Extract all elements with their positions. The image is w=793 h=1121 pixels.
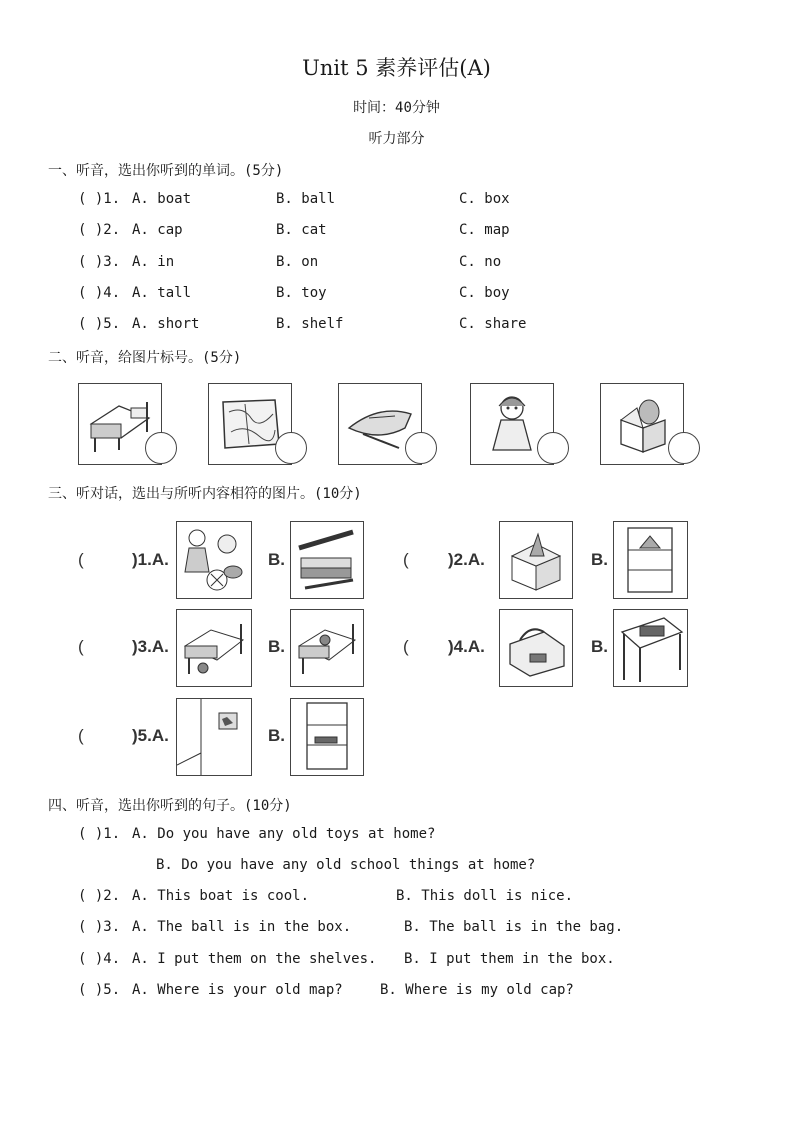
s1-q3-option-a: A. in xyxy=(132,254,175,270)
s1-q5-option-a: A. short xyxy=(132,316,200,332)
s4-q5-option-a: A. Where is your old map? xyxy=(132,982,343,998)
s3-q3-number: )3.A. xyxy=(132,637,169,656)
s3-q3-option-b: B. xyxy=(268,637,285,656)
s3-q1-picture-a[interactable] xyxy=(176,521,252,599)
s1-q3-option-b: B. on xyxy=(276,254,319,270)
s1-q1-option-b: B. ball xyxy=(276,191,336,207)
s1-q1-option-a: A. boat xyxy=(132,191,192,207)
s4-q5-option-b: B. Where is my old cap? xyxy=(380,982,574,998)
s4-q3-number[interactable]: ( )3. xyxy=(78,919,121,935)
s2-answer-circle-1[interactable] xyxy=(145,432,177,464)
s1-q2-option-b: B. cat xyxy=(276,222,327,238)
s4-q3-option-b: B. The ball is in the bag. xyxy=(404,919,624,935)
s1-q5-option-c: C. share xyxy=(459,316,527,332)
s4-q1-option-b: B. Do you have any old school things at home? xyxy=(156,857,536,873)
bed-with-ball-on-icon xyxy=(291,610,363,686)
s3-q4-picture-b[interactable] xyxy=(613,609,688,687)
s3-q1-paren[interactable]: ( xyxy=(78,550,84,569)
s3-q5-number: )5.A. xyxy=(132,726,169,745)
section1-heading: 一、听音，选出你听到的单词。(5分) xyxy=(48,163,284,179)
s3-q2-option-b: B. xyxy=(591,550,608,569)
s1-q2-option-c: C. map xyxy=(459,222,510,238)
s3-q2-picture-a[interactable] xyxy=(499,521,573,599)
s4-q5-number[interactable]: ( )5. xyxy=(78,982,121,998)
s3-q2-number: )2.A. xyxy=(448,550,485,569)
s3-q5-picture-a[interactable] xyxy=(176,698,252,776)
desk-icon xyxy=(614,610,687,686)
box-with-item-icon xyxy=(500,522,572,598)
s3-q1-number: )1.A. xyxy=(132,550,169,569)
s1-q4-option-c: C. boy xyxy=(459,285,510,301)
section2-heading: 二、听音，给图片标号。(5分) xyxy=(48,350,242,366)
s1-q4-number[interactable]: ( )4. xyxy=(78,285,121,301)
school-things-icon xyxy=(291,522,363,598)
s1-q1-number[interactable]: ( )1. xyxy=(78,191,121,207)
s2-answer-circle-5[interactable] xyxy=(668,432,700,464)
s3-q5-option-b: B. xyxy=(268,726,285,745)
page-title: Unit 5 素养评估(A) xyxy=(302,56,491,80)
s3-q4-picture-a[interactable] xyxy=(499,609,573,687)
section3-heading: 三、听对话，选出与所听内容相符的图片。(10分) xyxy=(48,486,362,502)
s2-answer-circle-3[interactable] xyxy=(405,432,437,464)
s4-q2-option-b: B. This doll is nice. xyxy=(396,888,574,904)
wall-map-icon xyxy=(177,699,251,775)
exam-time: 时间：40分钟 xyxy=(353,100,440,116)
s2-answer-circle-4[interactable] xyxy=(537,432,569,464)
s3-q2-paren[interactable]: ( xyxy=(403,550,409,569)
shelf-with-map-icon xyxy=(291,699,363,775)
s4-q2-option-a: A. This boat is cool. xyxy=(132,888,310,904)
s3-q4-number: )4.A. xyxy=(448,637,485,656)
s1-q2-option-a: A. cap xyxy=(132,222,183,238)
s3-q1-option-b: B. xyxy=(268,550,285,569)
bag-icon xyxy=(500,610,572,686)
toys-icon xyxy=(177,522,251,598)
s1-q1-option-c: C. box xyxy=(459,191,510,207)
s3-q4-option-b: B. xyxy=(591,637,608,656)
s3-q1-picture-b[interactable] xyxy=(290,521,364,599)
section4-heading: 四、听音，选出你听到的句子。(10分) xyxy=(48,798,292,814)
shelf-icon xyxy=(614,522,687,598)
s3-q3-picture-b[interactable] xyxy=(290,609,364,687)
s3-q3-picture-a[interactable] xyxy=(176,609,252,687)
s1-q5-number[interactable]: ( )5. xyxy=(78,316,121,332)
s4-q4-number[interactable]: ( )4. xyxy=(78,951,121,967)
s1-q3-number[interactable]: ( )3. xyxy=(78,254,121,270)
s4-q4-option-a: A. I put them on the shelves. xyxy=(132,951,377,967)
s4-q4-option-b: B. I put them in the box. xyxy=(404,951,615,967)
bed-with-ball-under-icon xyxy=(177,610,251,686)
s1-q5-option-b: B. shelf xyxy=(276,316,344,332)
s1-q4-option-a: A. tall xyxy=(132,285,192,301)
s1-q2-number[interactable]: ( )2. xyxy=(78,222,121,238)
listening-part-label: 听力部分 xyxy=(368,131,425,147)
s3-q3-paren[interactable]: ( xyxy=(78,637,84,656)
s1-q4-option-b: B. toy xyxy=(276,285,327,301)
s4-q1-option-a: A. Do you have any old toys at home? xyxy=(132,826,436,842)
s3-q5-paren[interactable]: ( xyxy=(78,726,84,745)
s2-answer-circle-2[interactable] xyxy=(275,432,307,464)
s4-q1-number[interactable]: ( )1. xyxy=(78,826,121,842)
s4-q2-number[interactable]: ( )2. xyxy=(78,888,121,904)
s4-q3-option-a: A. The ball is in the box. xyxy=(132,919,352,935)
s1-q3-option-c: C. no xyxy=(459,254,502,270)
s3-q2-picture-b[interactable] xyxy=(613,521,688,599)
s3-q4-paren[interactable]: ( xyxy=(403,637,409,656)
s3-q5-picture-b[interactable] xyxy=(290,698,364,776)
